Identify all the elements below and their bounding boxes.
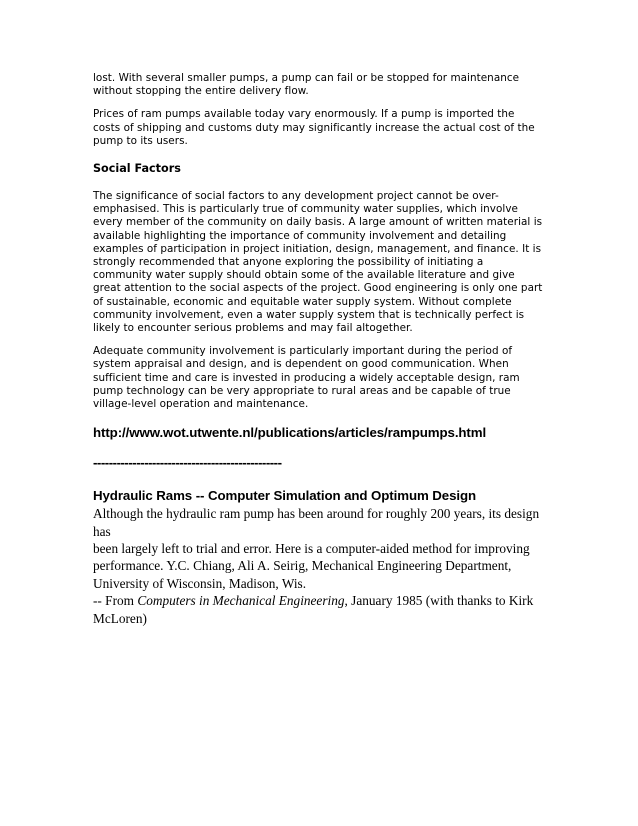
document-page <box>93 72 548 627</box>
credit-suffix: , January 1985 (with thanks to Kirk McLoren) <box>93 593 534 626</box>
credit-journal: Computers in Mechanical Engineering <box>137 593 345 609</box>
separator-line: ------------------------------------------------ <box>93 455 282 471</box>
paragraph-social-significance: The significance of social factors to any development project cannot be over- emphasised. This is particularly true of community water supplies, which involve every member of the community on daily basis. A large amount of written material is available highlighting the importance of community involvement and detailing examples of participation in project initiation, design, management, and finance. It is strongly recommended that anyone exploring the possibility of initiating a community water supply should obtain some of the available literature and give great attention to the social aspects of the project. Good engineering is only one part of sustainable, economic and equitable water supply system. Without complete community involvement, even a water supply system that is technically perfect is likely to encounter serious problems and may fail altogether. <box>93 190 543 335</box>
article-body: Although the hydraulic ram pump has been around for roughly 200 years, its design has been largely left to trial and error. Here is a computer-aided method for improving performance. Y.C. Chiang, Ali A. Seirig, Mechanical Engineering Department, University of Wisconsin, Madison, Wis. <box>93 506 540 591</box>
article-title: Hydraulic Rams -- Computer Simulation and Optimum Design <box>93 488 477 504</box>
section-heading-social-factors: Social Factors <box>93 162 181 176</box>
credit-prefix: -- From <box>93 593 138 609</box>
paragraph-pump-prices: Prices of ram pumps available today vary enormously. If a pump is imported the costs of shipping and customs duty may significantly increase the actual cost of the pump to its users. <box>93 108 535 147</box>
paragraph-community-involvement: Adequate community involvement is particularly important during the period of system appraisal and design, and is dependent on good communication. When sufficient time and care is invested in producing a widely acceptable design, ram pump technology can be very appropriate to rural areas and be capable of true village-level operation and maintenance. <box>93 345 520 411</box>
article-credit <box>93 592 548 627</box>
source-url: http://www.wot.utwente.nl/publications/articles/rampumps.html <box>93 425 487 441</box>
paragraph-pump-maintenance: lost. With several smaller pumps, a pump can fail or be stopped for maintenance without stopping the entire delivery flow. <box>93 72 520 98</box>
